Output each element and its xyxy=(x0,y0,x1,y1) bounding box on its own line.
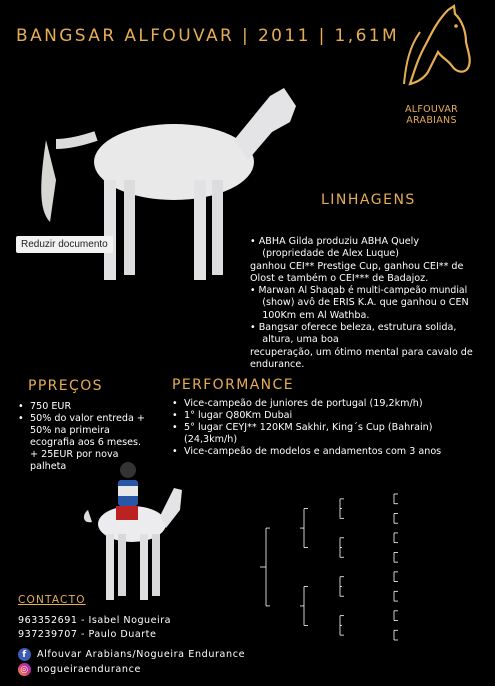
pedigree-ancestor: El Shaklan xyxy=(400,550,429,557)
pedigree-chart xyxy=(230,488,492,648)
linhagens-line: • ABHA Gilda produziu ABHA Quely xyxy=(250,236,420,247)
pedigree-ancestor: An Malik xyxy=(400,628,424,635)
rider-photo xyxy=(80,452,190,608)
instagram-icon: ◎ xyxy=(18,663,31,676)
pedigree-great-grandparent: ABHA Djezire xyxy=(346,633,382,640)
linhagens-line: 100Km em Al Wathba. xyxy=(250,309,370,321)
brand-logo-text: ALFOUVAR ARABIANS xyxy=(404,104,459,126)
pedigree-great-grandparent: Nyhl El Jamaal xyxy=(346,574,386,581)
list-item: • 50% do valor entreda + 50% na primeira ecografia aos 6 meses. + 25EUR por nova palheta xyxy=(16,413,151,473)
pedigree-ancestor: Kajora xyxy=(400,501,418,508)
reduzir-documento-button[interactable]: Reduzir documento xyxy=(16,236,113,253)
contacto-heading: CONTACTO xyxy=(18,594,86,606)
linhagens-line: endurance. xyxy=(250,358,305,370)
list-item: • Vice-campeão de juniores de portugal (19,2km/h) xyxy=(170,398,480,410)
pedigree-root: Bangsar Alfouvar xyxy=(232,559,258,574)
instagram-link[interactable] xyxy=(18,663,141,676)
linhagens-line: Olost e também o CEI*** de Badajoz. xyxy=(250,272,429,284)
pedigree-ancestor: Anaza El Farid xyxy=(400,492,439,498)
pedigree-ancestor: Naharra xyxy=(400,579,422,586)
pedigree-ancestor: Example xyxy=(400,618,424,625)
linhagens-line: recuperação, um ótimo mental para cavalo de xyxy=(250,346,473,358)
performance-heading: PERFORMANCE xyxy=(172,377,294,393)
phone-paulo[interactable]: 937239707 - Paulo Duarte xyxy=(18,629,157,640)
pedigree-grandparent: Marwan Al-Shaqab xyxy=(309,502,337,516)
pedigree-ancestor: Vallehermoso xyxy=(400,608,437,615)
precos-heading: PPREÇOS xyxy=(28,378,103,394)
pedigree-grandparent: ABHA Gilda xyxy=(309,623,341,630)
linhagens-line: (propriedade de Alex Luque) xyxy=(250,248,400,260)
facebook-icon: f xyxy=(18,648,31,661)
pedigree-grandparent: ZT Ludjkalba xyxy=(309,545,344,552)
linhagens-line: • Bangsar oferece beleza, estrutura solida, xyxy=(250,322,457,334)
pedigree-great-grandparent: Gazal Al-Shaqab xyxy=(346,496,390,503)
performance-list xyxy=(170,398,480,458)
pedigree-great-grandparent: Fadlara El Jamaal xyxy=(346,594,394,601)
phone-isabel[interactable]: 963352691 - Isabel Nogueira xyxy=(18,615,172,626)
linhagens-text xyxy=(250,236,490,371)
pedigree-ancestor: Countess Alba xyxy=(400,560,439,567)
pedigree-ancestor: ABHA Hamir xyxy=(400,638,434,644)
pedigree-ancestor: Sids Fadilla xyxy=(400,599,432,606)
pedigree-ancestor: Katahza xyxy=(400,521,422,528)
horse-head-logo-icon xyxy=(380,2,483,102)
pedigree-great-grandparent: Little Liza Fame xyxy=(346,516,388,523)
pedigree-great-grandparent: ZT Shakalba xyxy=(346,555,379,562)
pedigree-great-grandparent: Ludjin El Jamaal xyxy=(346,535,391,542)
list-item: • 5° lugar CEYJ** 120KM Sakhir, King´s Cup (Bahrain) (24,3km/h) xyxy=(170,422,480,446)
list-item: • 750 EUR xyxy=(16,401,151,413)
pedigree-grandparent: Faez El Nahr xyxy=(309,584,343,591)
linhagens-line: altura, uma boa xyxy=(250,334,339,346)
pedigree-sire-dam: ABHA Padzahar xyxy=(271,599,296,613)
instagram-label: nogueiraendurance xyxy=(37,664,141,675)
linhagens-line: (show) avô de ERIS K.A. que ganhou o CEN xyxy=(250,297,469,309)
pedigree-ancestor: Ali Jamaal xyxy=(400,589,428,596)
list-item: • Vice-campeão de modelos e andamentos com 3 anos xyxy=(170,446,480,458)
linhagens-heading: LINHAGENS xyxy=(321,192,416,208)
facebook-link[interactable] xyxy=(18,648,245,661)
page-title: BANGSAR ALFOUVAR | 2011 | 1,61M xyxy=(16,26,400,46)
pedigree-ancestor: Ali Jamaal xyxy=(400,569,428,576)
pedigree-ancestor: Fame VF xyxy=(400,511,424,518)
linhagens-line: ganhou CEI** Prestige Cup, ganhou CEI** de xyxy=(250,260,464,272)
pedigree-sire-dam: ABHA Peshawar xyxy=(271,522,298,535)
pedigree-great-grandparent: El Perfecto xyxy=(346,613,376,620)
pedigree-ancestor: Lydira El Shaklan xyxy=(400,540,447,547)
linhagens-line: • Marwan Al Shaqab é multi-campeão mundial xyxy=(250,285,468,297)
pedigree-ancestor: Ali Jamaal xyxy=(400,530,428,537)
facebook-label: Alfouvar Arabians/Nogueira Endurance xyxy=(37,649,246,660)
list-item: • 1° lugar Q80Km Dubai xyxy=(170,410,480,422)
